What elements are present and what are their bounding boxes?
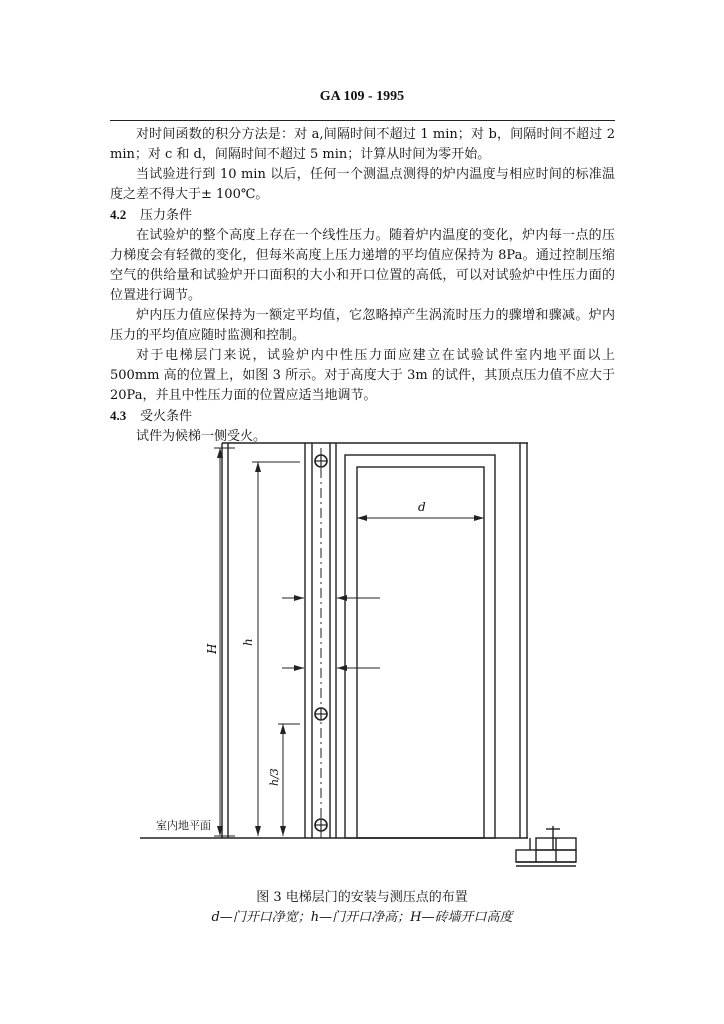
figure-caption-legend: d—门开口净宽；h—门开口净高；H—砖墙开口高度: [211, 910, 513, 925]
paragraph-pressure-average: 炉内压力值应保持为一额定平均值，它忽略掉产生涡流时压力的骤增和骤减。炉内压力的平均值应随时监测和控制。: [110, 308, 615, 343]
doc-header: GA 109 - 1995: [319, 89, 405, 104]
label-H: H: [205, 643, 219, 654]
paragraph-pressure: 在试验炉的整个高度上存在一个线性压力。随着炉内温度的变化，炉内每一点的压力梯度会有轻微的变化，但每米高度上压力递增的平均值应保持为 8Pa。通过控制压缩空气的供给量和试验炉开口面积的大小和开口位置的高低，可以对试验炉中性压力面的位置进行调节。: [110, 228, 615, 303]
label-d: d: [418, 500, 426, 514]
paragraph-fire-exposure: 试件为候梯一侧受火。: [136, 429, 267, 444]
floor-label: 室内地平面: [156, 819, 211, 832]
section-title: 压力条件: [140, 208, 193, 223]
section-title: 受火条件: [140, 409, 193, 424]
paragraph-temperature-deviation: 当试验进行到 10 min 以后，任何一个测温点测得的炉内温度与相应时间的标准温度之差不得大于± 100℃。: [110, 167, 615, 202]
label-h-third: h/3: [268, 768, 281, 786]
section-number: 4.2: [110, 207, 127, 222]
paragraph-integration: 对时间函数的积分方法是：对 a,间隔时间不超过 1 min；对 b，间隔时间不超过 2 min；对 c 和 d，间隔时间不超过 5 min；计算从时间为零开始。: [110, 127, 615, 162]
label-h: h: [241, 638, 255, 646]
paragraph-elevator-door: 对于电梯层门来说，试验炉内中性压力面应建立在试验试件室内地平面以上 500mm 高的位置上，如图 3 所示。对于高度大于 3m 的试件，其顶点压力值不应大于 20Pa，并且中性压力面的位置应适当地调节。: [110, 348, 615, 403]
section-number: 4.3: [110, 408, 127, 423]
figure-caption-title: 图 3 电梯层门的安装与测压点的布置: [256, 890, 468, 905]
brick-base-icon: [516, 826, 576, 866]
